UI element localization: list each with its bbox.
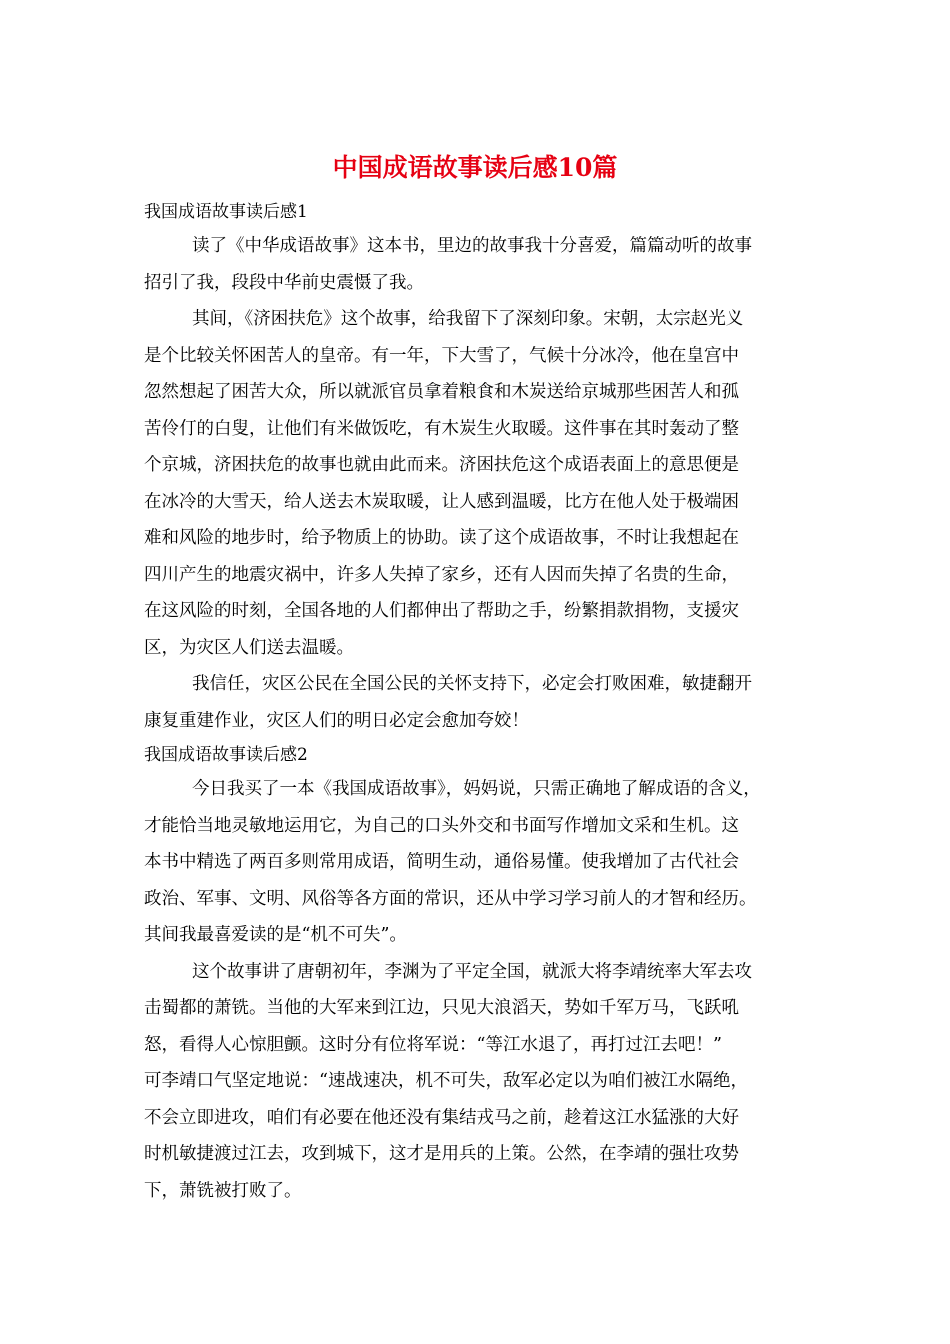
paragraph-line: 本书中精选了两百多则常用成语，简明生动，通俗易懂。使我增加了古代社会 xyxy=(144,852,739,872)
paragraph-line: 我信任，灾区公民在全国公民的关怀支持下，必定会打败困难，敏捷翻开 xyxy=(192,674,752,694)
paragraph xyxy=(144,301,824,666)
paragraph-line: 可李靖口气坚定地说：“速战速决，机不可失，敌军必定以为咱们被江水隔绝， xyxy=(144,1071,748,1091)
paragraph-line: 其间，《济困扶危》这个故事，给我留下了深刻印象。宋朝，太宗赵光义 xyxy=(192,309,744,329)
paragraph xyxy=(144,666,824,739)
paragraph-line: 苦伶仃的白叟，让他们有米做饭吃，有木炭生火取暖。这件事在其时轰动了整 xyxy=(144,418,739,439)
paragraph-line: 是个比较关怀困苦人的皇帝。有一年，下大雪了，气候十分冰冷，他在皇宫中 xyxy=(144,345,739,366)
paragraph-line: 读了《中华成语故事》这本书，里边的故事我十分喜爱，篇篇动听的故事 xyxy=(192,236,752,256)
paragraph-line: 今日我买了一本《我国成语故事》，妈妈说，只需正确地了解成语的含义， xyxy=(192,779,761,799)
document-body xyxy=(144,196,824,1209)
paragraph xyxy=(144,954,824,1210)
paragraph-line: 下，萧铣被打败了。 xyxy=(144,1180,302,1201)
paragraph-line: 康复重建作业，灾区人们的明日必定会愈加夸姣！ xyxy=(144,710,529,731)
paragraph-line: 四川产生的地震灾祸中，许多人失掉了家乡，还有人因而失掉了名贵的生命， xyxy=(144,564,739,585)
paragraph-line: 才能恰当地灵敏地运用它，为自己的口头外交和书面写作增加文采和生机。这 xyxy=(144,815,739,836)
paragraph-line: 时机敏捷渡过江去，攻到城下，这才是用兵的上策。公然，在李靖的强壮攻势 xyxy=(144,1144,739,1164)
document-title: 中国成语故事读后感10篇 xyxy=(332,153,618,182)
paragraph-line: 在这风险的时刻，全国各地的人们都伸出了帮助之手，纷繁捐款捐物，支援灾 xyxy=(144,601,739,621)
section-heading: 我国成语故事读后感2 xyxy=(144,745,308,765)
paragraph xyxy=(144,771,824,954)
paragraph-line: 其间我最喜爱读的是“机不可失”。 xyxy=(144,925,407,945)
paragraph-line: 政治、军事、文明、风俗等各方面的常识，还从中学习学习前人的才智和经历。 xyxy=(144,888,757,909)
paragraph-line: 不会立即进攻，咱们有必要在他还没有集结戎马之前，趁着这江水猛涨的大好 xyxy=(144,1107,739,1128)
paragraph-line: 难和风险的地步时，给予物质上的协助。读了这个成语故事，不时让我想起在 xyxy=(144,528,739,548)
section-heading: 我国成语故事读后感1 xyxy=(144,202,308,222)
paragraph xyxy=(144,228,824,301)
paragraph-line: 击蜀都的萧铣。当他的大军来到江边，只见大浪滔天，势如千军万马，飞跃吼 xyxy=(144,998,739,1018)
paragraph-line: 招引了我，段段中华前史震慑了我。 xyxy=(144,272,424,293)
paragraph-line: 怒，看得人心惊胆颤。这时分有位将军说：“等江水退了，再打过江去吧！” xyxy=(144,1034,722,1055)
paragraph-line: 区，为灾区人们送去温暖。 xyxy=(144,637,354,658)
paragraph-line: 这个故事讲了唐朝初年，李渊为了平定全国，就派大将李靖统率大军去攻 xyxy=(192,961,752,982)
paragraph-line: 在冰冷的大雪天，给人送去木炭取暖，让人感到温暖，比方在他人处于极端困 xyxy=(144,491,739,512)
paragraph-line: 忽然想起了困苦大众，所以就派官员拿着粮食和木炭送给京城那些困苦人和孤 xyxy=(144,382,739,402)
paragraph-line: 个京城，济困扶危的故事也就由此而来。济困扶危这个成语表面上的意思便是 xyxy=(144,455,739,475)
